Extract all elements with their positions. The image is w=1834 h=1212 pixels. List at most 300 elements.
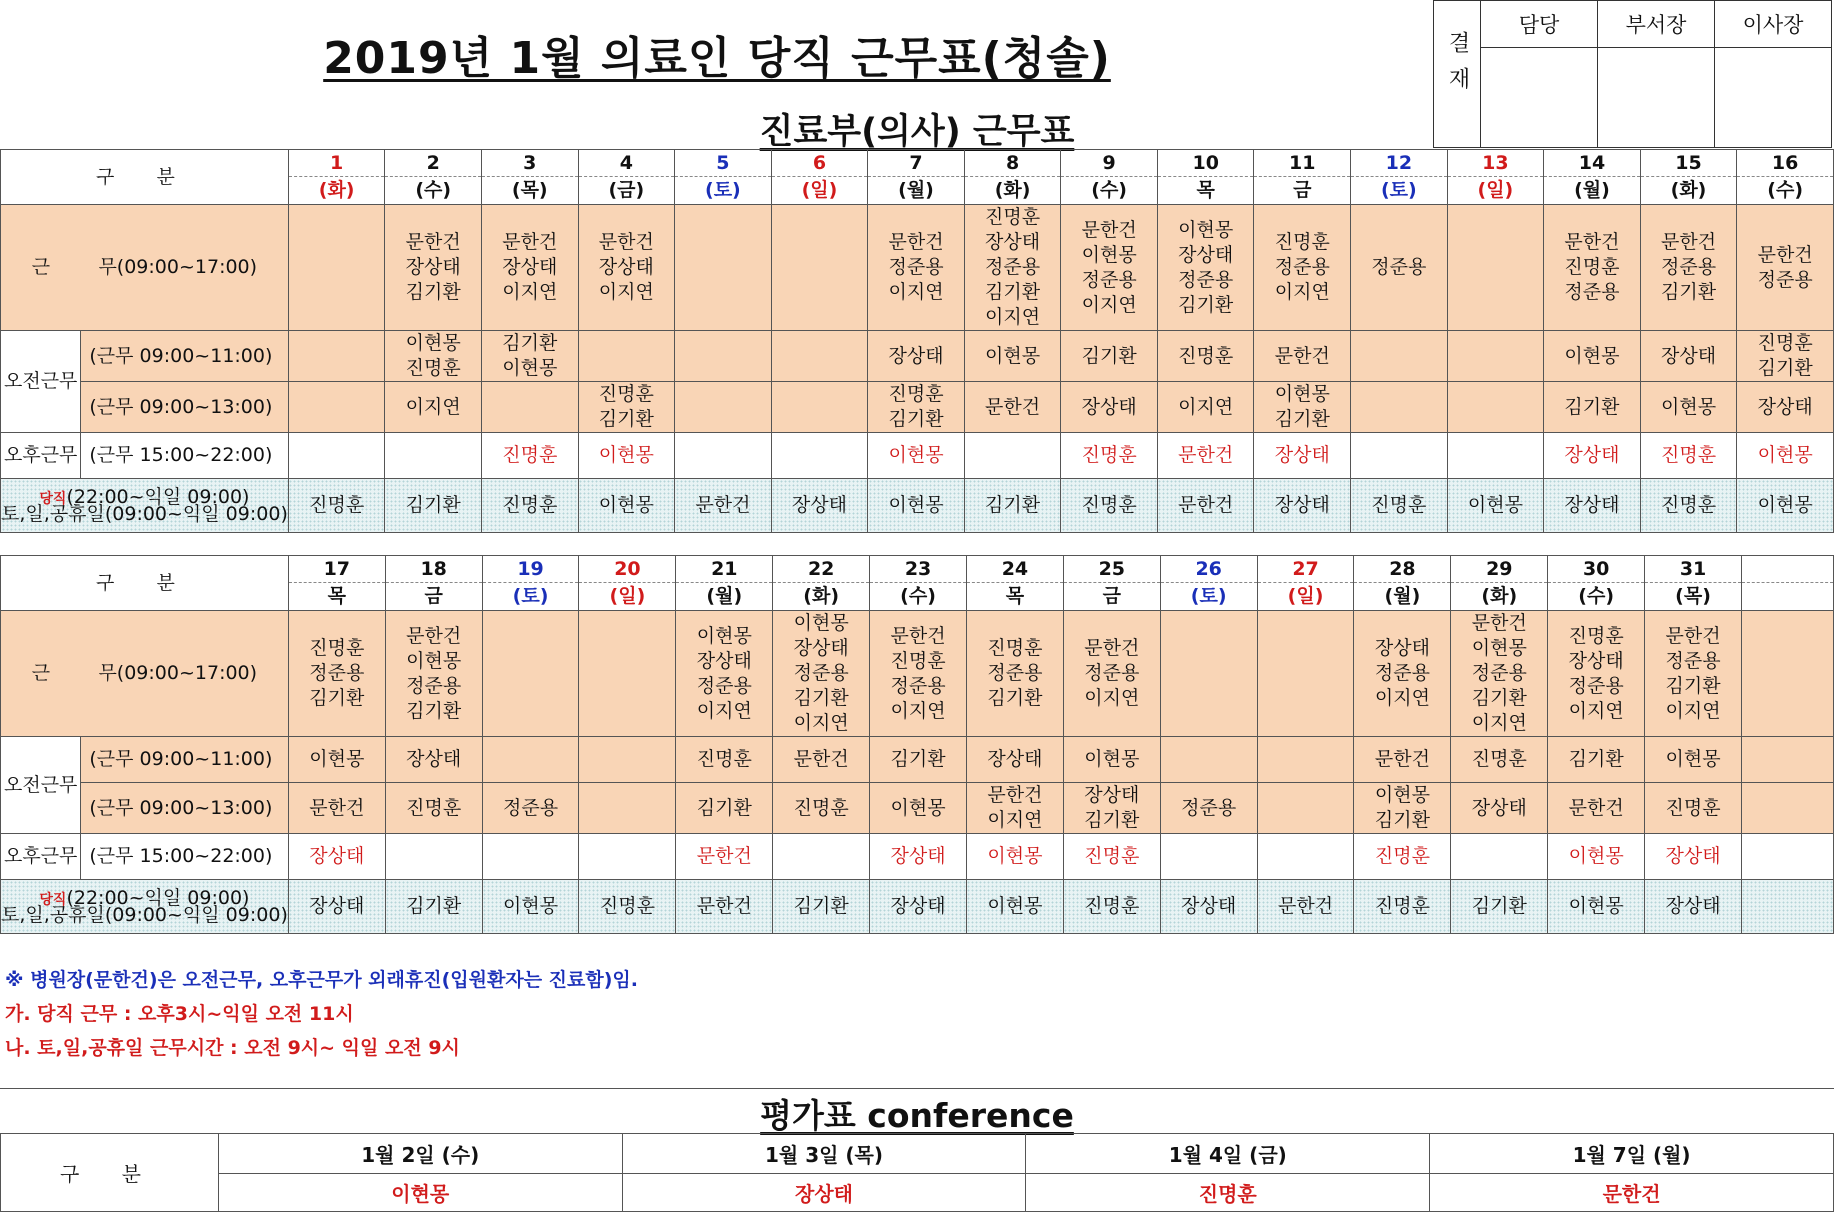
work-cell[interactable]: [1548, 611, 1645, 737]
duty-cell[interactable]: 문한건: [675, 479, 772, 533]
conference-table: [0, 1133, 1834, 1212]
staff-name: 이지연: [598, 281, 654, 303]
pm-cell[interactable]: [1640, 433, 1737, 479]
am2-cell[interactable]: [579, 783, 676, 834]
am1-cell[interactable]: [1254, 331, 1351, 382]
am1-cell[interactable]: [385, 737, 482, 783]
staff-name: 정준용: [406, 674, 462, 697]
am2-cell[interactable]: [868, 382, 965, 433]
am2-cell[interactable]: [1544, 382, 1641, 433]
work-cell[interactable]: [1157, 205, 1254, 331]
day-name: (월): [1544, 177, 1641, 205]
am2-cell[interactable]: [481, 382, 578, 433]
staff-name: 진명훈: [502, 444, 558, 466]
staff-name: 진명훈: [1660, 444, 1717, 466]
am1-label: (근무 09:00~11:00): [81, 737, 288, 783]
staff-name: 이현몽: [987, 845, 1043, 867]
staff-name: 이현몽: [890, 796, 946, 819]
staff-name: 이현몽: [502, 357, 558, 379]
day-number: 13: [1447, 150, 1544, 177]
am1-cell[interactable]: [1160, 737, 1257, 783]
day-name: (수): [385, 177, 482, 205]
staff-name: 이현몽: [1660, 395, 1717, 418]
duty-cell[interactable]: 진명훈: [288, 479, 385, 533]
pm-label: (근무 15:00~22:00): [81, 834, 288, 880]
staff-name: 정준용: [1374, 662, 1430, 684]
am1-row: [1, 331, 1834, 382]
pm-cell[interactable]: [385, 834, 482, 880]
am2-cell[interactable]: [578, 382, 675, 433]
staff-name: 김기환: [1274, 408, 1330, 430]
am1-cell[interactable]: [1061, 331, 1158, 382]
staff-name: 장상태: [793, 637, 849, 659]
staff-name: 김기환: [405, 281, 461, 303]
am2-cell[interactable]: [1254, 382, 1351, 433]
staff-name: 진명훈: [1665, 796, 1721, 819]
duty-cell[interactable]: 장상태: [1254, 479, 1351, 533]
pm-cell[interactable]: [1447, 433, 1544, 479]
am1-cell[interactable]: [676, 737, 773, 783]
am1-cell[interactable]: [675, 331, 772, 382]
staff-name: 문한건: [1564, 231, 1620, 253]
am2-cell[interactable]: [288, 783, 385, 834]
duty-label: [1, 880, 289, 934]
duty-cell[interactable]: 이현몽: [1447, 479, 1544, 533]
pm-cell[interactable]: [579, 834, 676, 880]
staff-name: 진명훈: [1757, 332, 1813, 354]
am2-cell[interactable]: [1354, 783, 1451, 834]
am2-cell[interactable]: [676, 783, 773, 834]
staff-name: 정준용: [985, 256, 1041, 278]
work-cell[interactable]: [1063, 611, 1160, 737]
am1-cell[interactable]: [1544, 331, 1641, 382]
am1-cell[interactable]: [964, 331, 1061, 382]
duty-cell[interactable]: 이현몽: [1548, 880, 1645, 934]
staff-name: 이현몽: [696, 624, 752, 647]
am2-cell[interactable]: [773, 783, 870, 834]
staff-name: 이현몽: [793, 612, 849, 634]
am1-cell[interactable]: [1447, 331, 1544, 382]
day-number: 8: [964, 150, 1061, 177]
day-name: (토): [482, 583, 579, 611]
work-cell[interactable]: [1351, 205, 1448, 331]
duty-cell[interactable]: 문한건: [1157, 479, 1254, 533]
staff-name: 문한건: [1568, 796, 1624, 819]
duty-label: [1, 479, 289, 533]
am2-cell[interactable]: [385, 382, 482, 433]
work-cell[interactable]: [1254, 205, 1351, 331]
staff-name: 장상태: [309, 845, 365, 867]
staff-name: 이지연: [1274, 281, 1330, 303]
note-director: ※ 병원장(문한건)은 오전근무, 오후근무가 외래휴진(입원환자는 진료함)임.: [5, 969, 638, 991]
conference-presenter: 이현몽: [218, 1174, 622, 1212]
work-cell[interactable]: [288, 205, 385, 331]
work-cell[interactable]: [1354, 611, 1451, 737]
pm-cell[interactable]: [771, 433, 868, 479]
staff-name: 정준용: [696, 674, 752, 697]
day-name: (금): [578, 177, 675, 205]
am1-cell[interactable]: [773, 737, 870, 783]
pm-cell[interactable]: [1544, 433, 1641, 479]
duty-cell[interactable]: 장상태: [288, 880, 385, 934]
staff-name: 김기환: [502, 332, 558, 354]
duty-cell[interactable]: 장상태: [1645, 880, 1742, 934]
approval-label-text: 결재: [1445, 31, 1470, 103]
staff-name: 이현몽: [309, 748, 365, 770]
work-cell[interactable]: [578, 205, 675, 331]
am2-cell[interactable]: [1737, 382, 1834, 433]
work-cell[interactable]: [870, 611, 967, 737]
work-cell[interactable]: [1544, 205, 1641, 331]
work-cell[interactable]: [966, 611, 1063, 737]
day-name: (목): [481, 177, 578, 205]
duty-cell[interactable]: 문한건: [676, 880, 773, 934]
staff-name: 정준용: [890, 674, 946, 697]
pm-cell[interactable]: [675, 433, 772, 479]
day-name: 목: [966, 583, 1063, 611]
duty-cell[interactable]: 이현몽: [578, 479, 675, 533]
day-name: 금: [1254, 177, 1351, 205]
duty-label-title: 당직: [39, 490, 67, 507]
am1-label: (근무 09:00~11:00): [81, 331, 288, 382]
staff-name: 진명훈: [309, 637, 365, 659]
duty-cell[interactable]: 장상태: [771, 479, 868, 533]
staff-name: 장상태: [1081, 395, 1137, 418]
am2-cell[interactable]: [1157, 382, 1254, 433]
staff-name: 김기환: [309, 687, 365, 709]
am1-cell[interactable]: [385, 331, 482, 382]
duty-cell[interactable]: 진명훈: [579, 880, 676, 934]
pm-cell[interactable]: [1354, 834, 1451, 880]
work-cell[interactable]: [288, 611, 385, 737]
staff-name: 진명훈: [1471, 748, 1527, 770]
conference-date: 1월 4일 (금): [1026, 1134, 1430, 1174]
pm-cell[interactable]: [1451, 834, 1548, 880]
pm-cell[interactable]: [1157, 433, 1254, 479]
pm-row: [1, 433, 1834, 479]
day-number: 31: [1645, 556, 1742, 583]
am1-cell[interactable]: [1063, 737, 1160, 783]
staff-name: 이지연: [1178, 395, 1234, 418]
staff-name: 정준용: [793, 662, 849, 684]
am2-cell[interactable]: [870, 783, 967, 834]
staff-name: 이현몽: [1081, 243, 1137, 266]
work-cell[interactable]: [385, 611, 482, 737]
duty-cell[interactable]: 장상태: [870, 880, 967, 934]
work-cell[interactable]: [1737, 205, 1834, 331]
staff-name: 정준용: [1757, 268, 1813, 291]
duty-cell[interactable]: 진명훈: [481, 479, 578, 533]
am2-cell[interactable]: [1447, 382, 1544, 433]
staff-name: 문한건: [1660, 231, 1717, 253]
pm-row: [1, 834, 1834, 880]
duty-cell[interactable]: 진명훈: [1354, 880, 1451, 934]
staff-name: 김기환: [598, 408, 654, 430]
work-cell[interactable]: [1061, 205, 1158, 331]
staff-name: 문한건: [502, 231, 558, 253]
day-name: [1741, 583, 1833, 611]
day-name: (토): [675, 177, 772, 205]
work-cell[interactable]: [868, 205, 965, 331]
am2-cell[interactable]: [1451, 783, 1548, 834]
duty-cell[interactable]: 이현몽: [966, 880, 1063, 934]
pm-cell[interactable]: [481, 433, 578, 479]
duty-cell[interactable]: 진명훈: [1061, 479, 1158, 533]
conference-title: 평가표 conference: [760, 1096, 1074, 1135]
pm-group-label: 오후근무: [1, 433, 81, 479]
conference-presenter: 진명훈: [1026, 1174, 1430, 1212]
am1-cell[interactable]: [868, 331, 965, 382]
pm-cell[interactable]: [870, 834, 967, 880]
am1-cell[interactable]: [482, 737, 579, 783]
duty-cell[interactable]: 장상태: [1544, 479, 1641, 533]
day-number: 4: [578, 150, 675, 177]
am1-cell[interactable]: [1257, 737, 1354, 783]
day-number: 16: [1737, 150, 1834, 177]
staff-name: 정준용: [1564, 281, 1620, 303]
work-cell[interactable]: [1640, 205, 1737, 331]
work-label: 근 무(09:00~17:00): [1, 205, 289, 331]
day-number: 22: [773, 556, 870, 583]
am2-cell[interactable]: [966, 783, 1063, 834]
staff-name: 진명훈: [598, 383, 654, 405]
staff-name: 장상태: [502, 256, 558, 278]
duty-cell[interactable]: 김기환: [964, 479, 1061, 533]
staff-name: 김기환: [1757, 357, 1813, 379]
staff-name: 장상태: [598, 256, 654, 278]
staff-name: 이지연: [1081, 293, 1137, 316]
work-cell[interactable]: [385, 205, 482, 331]
staff-name: 문한건: [890, 624, 946, 647]
am1-cell[interactable]: [771, 331, 868, 382]
approval-header-dept-head: 부서장: [1598, 1, 1715, 48]
work-cell[interactable]: [482, 611, 579, 737]
day-name: (화): [1451, 583, 1548, 611]
pm-cell[interactable]: [964, 433, 1061, 479]
am2-label: (근무 09:00~13:00): [81, 783, 288, 834]
am1-cell[interactable]: [1741, 737, 1833, 783]
staff-name: 문한건: [1665, 624, 1721, 647]
work-cell[interactable]: [579, 611, 676, 737]
staff-name: 김기환: [696, 796, 752, 819]
pm-cell[interactable]: [1061, 433, 1158, 479]
am2-cell[interactable]: [964, 382, 1061, 433]
day-number: 20: [579, 556, 676, 583]
day-number: 9: [1061, 150, 1158, 177]
am1-cell[interactable]: [1640, 331, 1737, 382]
staff-name: 장상태: [1084, 784, 1140, 806]
day-number: 15: [1640, 150, 1737, 177]
duty-cell[interactable]: 이현몽: [1737, 479, 1834, 533]
staff-name: 이현몽: [598, 444, 654, 466]
work-cell[interactable]: [1451, 611, 1548, 737]
am1-cell[interactable]: [1737, 331, 1834, 382]
staff-name: 이지연: [890, 699, 946, 722]
am1-cell[interactable]: [1354, 737, 1451, 783]
staff-name: 장상태: [1757, 395, 1813, 418]
am1-cell[interactable]: [870, 737, 967, 783]
staff-name: 정준용: [888, 256, 944, 278]
am1-cell[interactable]: [1645, 737, 1742, 783]
work-cell[interactable]: [675, 205, 772, 331]
staff-name: 이지연: [1084, 687, 1140, 709]
staff-name: 진명훈: [406, 796, 462, 819]
duty-cell[interactable]: 김기환: [1451, 880, 1548, 934]
pm-cell[interactable]: [482, 834, 579, 880]
am1-cell[interactable]: [481, 331, 578, 382]
staff-name: 이현몽: [1757, 444, 1813, 466]
am1-cell[interactable]: [288, 737, 385, 783]
day-name: (화): [288, 177, 385, 205]
duty-cell[interactable]: 김기환: [385, 880, 482, 934]
day-number: 14: [1544, 150, 1641, 177]
pm-cell[interactable]: [1254, 433, 1351, 479]
am2-cell[interactable]: [1351, 382, 1448, 433]
staff-name: 이지연: [888, 281, 944, 303]
staff-name: 이지연: [1471, 712, 1527, 734]
am2-cell[interactable]: [1257, 783, 1354, 834]
note-weekend-hours: 나. 토,일,공휴일 근무시간 : 오전 9시~ 익일 오전 9시: [5, 1037, 460, 1059]
section-title: 진료부(의사) 근무표: [759, 112, 1075, 152]
duty-cell[interactable]: 진명훈: [1351, 479, 1448, 533]
am2-cell[interactable]: [675, 382, 772, 433]
duty-cell[interactable]: 문한건: [1257, 880, 1354, 934]
duty-cell[interactable]: 이현몽: [482, 880, 579, 934]
day-number: 28: [1354, 556, 1451, 583]
staff-name: 진명훈: [405, 357, 461, 379]
work-cell[interactable]: [676, 611, 773, 737]
duty-cell[interactable]: 김기환: [385, 479, 482, 533]
day-number: 17: [288, 556, 385, 583]
pm-cell[interactable]: [288, 834, 385, 880]
staff-name: 이지연: [985, 306, 1041, 328]
am1-cell[interactable]: [1548, 737, 1645, 783]
staff-name: 이현몽: [405, 332, 461, 354]
staff-name: 김기환: [987, 687, 1043, 709]
staff-name: 이현몽: [1471, 637, 1527, 659]
work-cell[interactable]: [1741, 611, 1833, 737]
pm-cell[interactable]: [1160, 834, 1257, 880]
am2-cell[interactable]: [482, 783, 579, 834]
am1-cell[interactable]: [966, 737, 1063, 783]
pm-cell[interactable]: [1351, 433, 1448, 479]
am1-cell[interactable]: [1351, 331, 1448, 382]
staff-name: 장상태: [1178, 243, 1234, 266]
gubun-label: 구 분: [1, 150, 289, 205]
staff-name: 진명훈: [1084, 845, 1140, 867]
pm-cell[interactable]: [868, 433, 965, 479]
pm-cell[interactable]: [773, 834, 870, 880]
am-group-label: 오전근무: [1, 737, 81, 834]
duty-label-title: 당직: [39, 891, 67, 908]
staff-name: 이지연: [1568, 699, 1624, 722]
work-cell[interactable]: [773, 611, 870, 737]
day-number: 3: [481, 150, 578, 177]
pm-cell[interactable]: [385, 433, 482, 479]
staff-name: 문한건: [1374, 748, 1430, 770]
pm-cell[interactable]: [676, 834, 773, 880]
pm-cell[interactable]: [288, 433, 385, 479]
am2-cell[interactable]: [385, 783, 482, 834]
pm-cell[interactable]: [1741, 834, 1833, 880]
duty-cell[interactable]: 이현몽: [868, 479, 965, 533]
am2-cell[interactable]: [1160, 783, 1257, 834]
duty-cell[interactable]: 장상태: [1160, 880, 1257, 934]
work-cell[interactable]: [1447, 205, 1544, 331]
am1-cell[interactable]: [1157, 331, 1254, 382]
am2-cell[interactable]: [288, 382, 385, 433]
work-cell[interactable]: [481, 205, 578, 331]
work-cell[interactable]: [1160, 611, 1257, 737]
conference-presenter: 문한건: [1430, 1174, 1834, 1212]
work-cell[interactable]: [964, 205, 1061, 331]
am1-cell[interactable]: [288, 331, 385, 382]
staff-name: 진명훈: [1274, 231, 1330, 253]
staff-name: 이현몽: [1564, 344, 1620, 367]
day-number: 11: [1254, 150, 1351, 177]
am2-cell[interactable]: [771, 382, 868, 433]
staff-name: 정준용: [1665, 649, 1721, 672]
day-number: 24: [966, 556, 1063, 583]
am2-cell[interactable]: [1061, 382, 1158, 433]
am2-cell[interactable]: [1063, 783, 1160, 834]
day-number: 12: [1351, 150, 1448, 177]
duty-cell[interactable]: 김기환: [773, 880, 870, 934]
day-number: [1741, 556, 1833, 583]
staff-name: 이현몽: [1665, 748, 1721, 770]
staff-name: 문한건: [1471, 612, 1527, 634]
pm-group-label: 오후근무: [1, 834, 81, 880]
staff-name: 문한건: [793, 748, 849, 770]
am2-cell[interactable]: [1640, 382, 1737, 433]
duty-cell[interactable]: 진명훈: [1640, 479, 1737, 533]
staff-name: 김기환: [888, 408, 944, 430]
am1-row: [1, 737, 1834, 783]
am2-cell[interactable]: [1645, 783, 1742, 834]
staff-name: 정준용: [987, 662, 1043, 684]
pm-cell[interactable]: [966, 834, 1063, 880]
am2-cell[interactable]: [1548, 783, 1645, 834]
duty-cell[interactable]: 진명훈: [1063, 880, 1160, 934]
staff-name: 문한건: [309, 796, 365, 819]
am1-cell[interactable]: [579, 737, 676, 783]
pm-cell[interactable]: [1548, 834, 1645, 880]
staff-name: 진명훈: [987, 637, 1043, 659]
staff-name: 김기환: [793, 687, 849, 709]
work-cell[interactable]: [1257, 611, 1354, 737]
conference-gubun-label: 구 분: [1, 1134, 219, 1212]
staff-name: 문한건: [696, 845, 752, 867]
work-cell[interactable]: [771, 205, 868, 331]
day-name: (수): [1548, 583, 1645, 611]
am1-cell[interactable]: [1451, 737, 1548, 783]
day-number: 29: [1451, 556, 1548, 583]
pm-cell[interactable]: [1063, 834, 1160, 880]
pm-cell[interactable]: [1257, 834, 1354, 880]
staff-name: 문한건: [405, 231, 461, 253]
am2-cell[interactable]: [1741, 783, 1833, 834]
conference-presenter: 장상태: [622, 1174, 1026, 1212]
am1-cell[interactable]: [578, 331, 675, 382]
staff-name: 진명훈: [1178, 344, 1234, 367]
pm-cell[interactable]: [1645, 834, 1742, 880]
pm-cell[interactable]: [578, 433, 675, 479]
staff-name: 진명훈: [1564, 256, 1620, 278]
duty-cell[interactable]: [1741, 880, 1833, 934]
staff-name: 정준용: [1178, 268, 1234, 291]
work-cell[interactable]: [1645, 611, 1742, 737]
pm-cell[interactable]: [1737, 433, 1834, 479]
